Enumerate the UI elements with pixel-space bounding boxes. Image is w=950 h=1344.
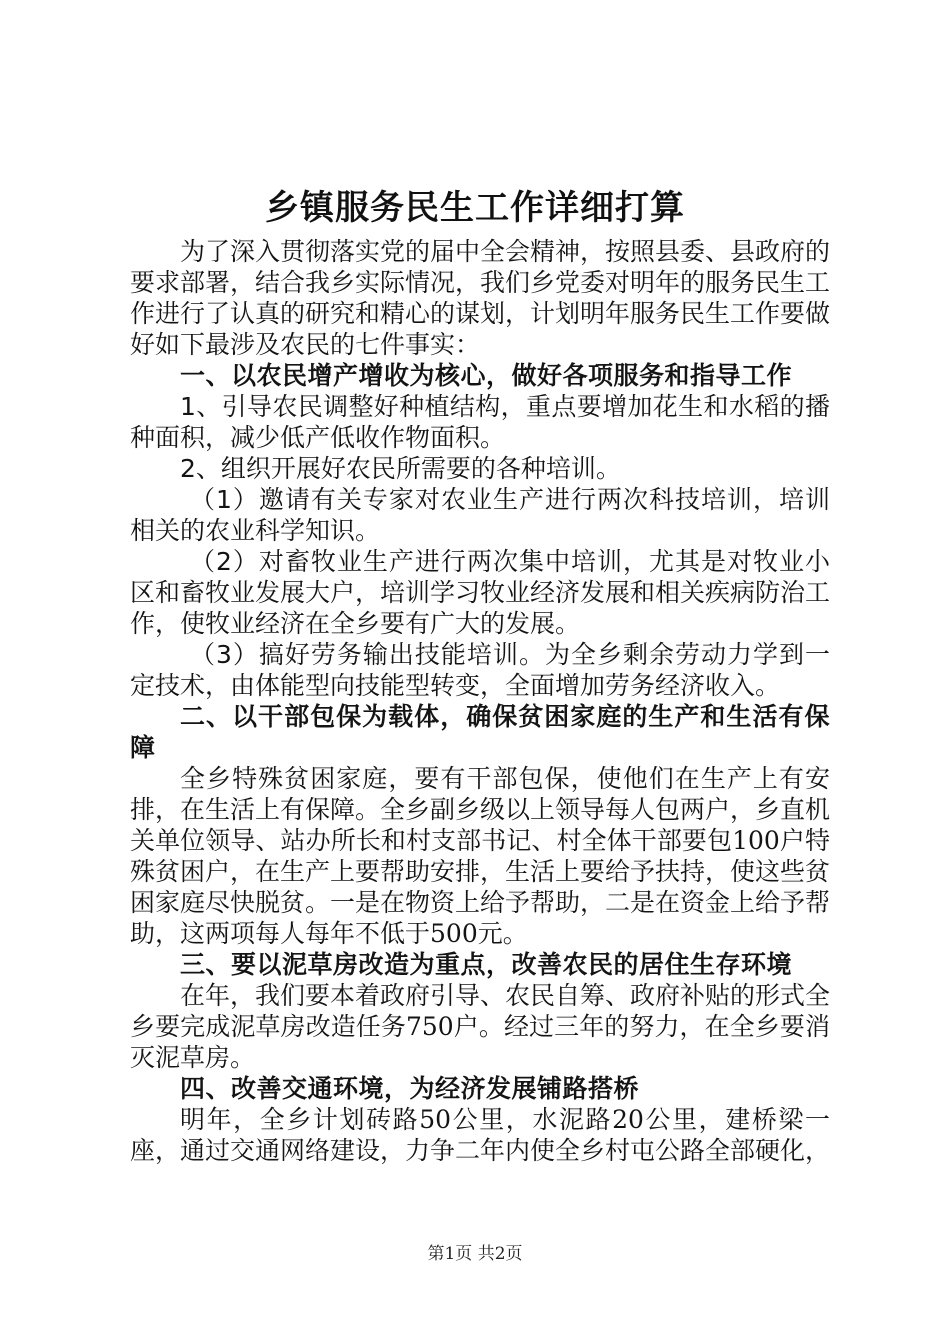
intro-paragraph: 为了深入贯彻落实党的届中全会精神，按照县委、县政府的要求部署，结合我乡实际情况，我们乡党委对明年的服务民生工作进行了认真的研究和精心的谋划，计划明年服务民生工作要做好如下最涉及农民的七件事实： [130, 237, 831, 359]
section-2-paragraph: 全乡特殊贫困家庭，要有干部包保，使他们在生产上有安排，在生活上有保障。全乡副乡级以上领导每人包两户，乡直机关单位领导、站办所长和村支部书记、村全体干部要包100户特殊贫困户，在生产上要帮助安排，生活上要给予扶持，使这些贫困家庭尽快脱贫。一是在物资上给予帮助，二是在资金上给予帮助，这两项每人每年不低于500元。 [130, 764, 831, 948]
page-footer: 第1页 共2页 [427, 1244, 523, 1264]
sub-item-2: （2）对畜牧业生产进行两次集中培训，尤其是对牧业小区和畜牧业发展大户，培训学习牧业经济发展和相关疾病防治工作，使牧业经济在全乡要有广大的发展。 [130, 547, 831, 638]
section-3-paragraph: 在年，我们要本着政府引导、农民自筹、政府补贴的形式全乡要完成泥草房改造任务750户。经过三年的努力，在全乡要消灭泥草房。 [130, 981, 831, 1072]
section-heading-3: 三、要以泥草房改造为重点，改善农民的居住生存环境 [180, 950, 793, 979]
document-body [130, 236, 830, 1166]
section-heading-2: 二、以干部包保为载体，确保贫困家庭的生产和生活有保障 [130, 702, 830, 762]
document-title: 乡镇服务民生工作详细打算 [265, 188, 685, 228]
item-2: 2、组织开展好农民所需要的各种培训。 [180, 454, 621, 483]
sub-item-3 [130, 639, 830, 701]
item-1: 1、引导农民调整好种植结构，重点要增加花生和水稻的播种面积，减少低产低收作物面积。 [130, 392, 830, 452]
section-heading-4: 四、改善交通环境，为经济发展铺路搭桥 [180, 1074, 640, 1103]
sub-item-1: （1）邀请有关专家对农业生产进行两次科技培训，培训相关的农业科学知识。 [130, 485, 830, 545]
sub-item-3-rest: 为全乡剩余劳动力学到一定技术，由体能型向技能型转变，全面增加劳务经济收入。 [130, 640, 830, 700]
section-4-paragraph: 明年，全乡计划砖路50公里，水泥路20公里，建桥梁一座，通过交通网络建设，力争二年内使全乡村屯公路全部硬化， [130, 1105, 831, 1165]
sub-item-3-lead: （3）搞好劳务输出技能培训。 [190, 640, 545, 669]
section-heading-1: 一、以农民增产增收为核心，做好各项服务和指导工作 [180, 361, 793, 390]
